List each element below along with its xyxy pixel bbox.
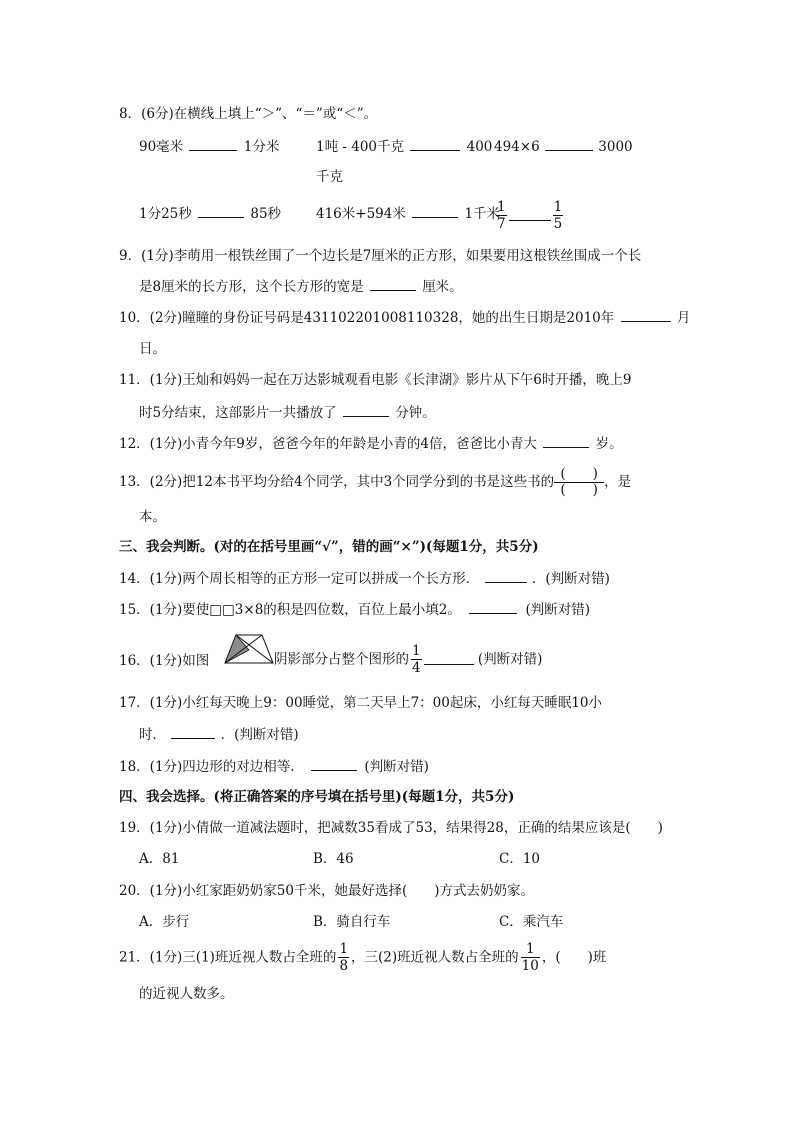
q21-text3: ，( )班 — [541, 949, 607, 966]
q8-b3: 千克 — [316, 169, 343, 185]
q8-blank-e[interactable] — [412, 203, 458, 218]
q8-e — [316, 203, 500, 224]
q21-line2: 的近视人数多。 — [139, 986, 234, 1002]
q8-a — [139, 136, 279, 157]
q20-option-a[interactable]: A．步行 — [139, 914, 190, 930]
q8-stem: 8．(6分)在横线上填上“＞”、“＝”或“＜”。 — [119, 106, 378, 122]
q10-line1 — [119, 307, 690, 328]
q9-line2-unit: 厘米。 — [422, 279, 463, 295]
q21-fraction-2 — [521, 941, 540, 974]
q17-blank[interactable] — [171, 724, 215, 739]
q10-blank[interactable] — [621, 307, 671, 322]
q20-option-b[interactable]: B．骑自行车 — [313, 914, 391, 930]
q16-text2: 阴影部分占整个图形的 — [274, 651, 409, 668]
q8-blank-a[interactable] — [189, 136, 237, 151]
q12-blank[interactable] — [543, 433, 589, 448]
q8-fraction-2 — [553, 199, 564, 232]
q8-e1: 416米+594米 — [316, 206, 406, 222]
q8-blank-b[interactable] — [410, 136, 460, 151]
q12-text: 12．(1分)小青今年9岁，爸爸今年的年龄是小青的4倍，爸爸比小青大 — [119, 436, 537, 452]
q8-blank-c[interactable] — [545, 136, 593, 151]
q8-c2: 3000 — [598, 139, 633, 155]
q18-text: 18．(1分)四边形的对边相等． — [119, 759, 304, 775]
q17-suffix: ．(判断对错) — [220, 727, 299, 743]
q8-c1: 494×6 — [494, 139, 540, 155]
q12-line — [119, 433, 623, 454]
q21-line1 — [119, 941, 606, 974]
q8-fraction-2-den: 5 — [553, 216, 563, 232]
q21-fraction-2-num: 1 — [521, 941, 540, 958]
q11-line2 — [139, 402, 436, 423]
q15-blank[interactable] — [469, 599, 517, 614]
q21-fraction-2-den: 10 — [521, 958, 539, 974]
q10-line2: 日。 — [139, 341, 166, 357]
q21-fraction-1 — [338, 941, 349, 974]
q14-suffix: ．(判断对错) — [531, 571, 610, 587]
q18-suffix: (判断对错) — [364, 759, 429, 775]
q8-fraction-2-num: 1 — [553, 199, 563, 215]
q16-figure — [224, 634, 274, 664]
q8-a1: 90毫米 — [139, 139, 184, 155]
q9-line2 — [139, 276, 463, 297]
q14-text: 14．(1分)两个周长相等的正方形一定可以拼成一个长方形． — [119, 571, 480, 587]
q8-blank-d[interactable] — [198, 203, 244, 218]
q16-suffix: (判断对错) — [477, 651, 543, 668]
q8-fraction-1-den: 7 — [497, 216, 506, 232]
q20-stem: 20．(1分)小红家距奶奶家50千米，她最好选择( )方式去奶奶家。 — [119, 883, 535, 899]
q8-b — [316, 136, 492, 157]
q15-suffix: (判断对错) — [525, 602, 591, 618]
q16-fraction-num: 1 — [412, 643, 421, 659]
q13-text: 13．(2分)把12本书平均分给4个同学，其中3个同学分到的书是这些书的 — [119, 474, 555, 490]
q16-blank[interactable] — [424, 654, 474, 665]
q14-blank[interactable] — [485, 568, 527, 583]
q13-fraction-blank[interactable] — [554, 467, 604, 498]
q13-line1 — [119, 467, 631, 498]
q17-line1: 17．(1分)小红每天晚上9：00睡觉，第二天早上7：00起床，小红每天睡眠10小 — [119, 695, 603, 711]
q10-line1-text: 10．(2分)瞳瞳的身份证号码是431102201008110328，她的出生日期是2010年 — [119, 310, 615, 326]
q16-fraction — [411, 643, 422, 676]
q8-fraction-1-num: 1 — [497, 199, 506, 215]
q16-line-rest — [274, 643, 542, 676]
q9-blank[interactable] — [370, 276, 416, 291]
q21-fraction-1-num: 1 — [339, 941, 349, 957]
q19-option-c[interactable]: C．10 — [499, 851, 541, 867]
q16-fraction-den: 4 — [412, 660, 421, 676]
q20-option-c[interactable]: C．乘汽车 — [499, 914, 564, 930]
section4-title: 四、我会选择。(将正确答案的序号填在括号里)(每题1分，共5分) — [119, 789, 515, 805]
q19-option-b[interactable]: B．46 — [313, 851, 354, 867]
q8-c — [494, 136, 633, 157]
q18-blank[interactable] — [311, 756, 357, 771]
q10-line1-unit: 月 — [676, 310, 691, 326]
q14-line — [119, 568, 610, 589]
q19-option-a[interactable]: A．81 — [139, 851, 180, 867]
q17-line2-text: 时． — [139, 727, 166, 743]
q11-line2-unit: 分钟。 — [395, 405, 436, 421]
q9-line1: 9．(1分)李萌用一根铁丝围了一个边长是7厘米的正方形，如果要用这根铁丝围成一个长 — [119, 248, 642, 264]
q21-fraction-1-den: 8 — [339, 958, 349, 974]
q19-stem: 19．(1分)小倩做一道减法题时，把减数35看成了53，结果得28，正确的结果应该是( ) — [119, 820, 663, 836]
q9-line2-text: 是8厘米的长方形，这个长方形的宽是 — [139, 279, 364, 295]
q8-d1: 1分25秒 — [139, 206, 192, 222]
q13-line2: 本。 — [139, 509, 166, 525]
q11-blank[interactable] — [343, 402, 389, 417]
q21-text2: ，三(2)班近视人数占全班的 — [351, 949, 519, 966]
q8-f — [494, 199, 565, 232]
q18-line — [119, 756, 429, 777]
q15-text: 15．(1分)要使□□3×8的积是四位数，百位上最小填2。 — [119, 602, 461, 618]
q8-e2: 1千米 — [464, 206, 501, 222]
q8-b1: 1吨 - 400千克 — [316, 139, 405, 155]
q13-fraction-top: ( ) — [554, 467, 604, 483]
q16-text: 16．(1分)如图 — [119, 653, 210, 669]
q8-blank-f[interactable] — [509, 210, 551, 221]
q8-d2: 85秒 — [250, 206, 282, 222]
q21-text1: 21．(1分)三(1)班近视人数占全班的 — [119, 949, 337, 966]
q8-a2: 1分米 — [243, 139, 280, 155]
q11-line2-text: 时5分结束，这部影片一共播放了 — [139, 405, 337, 421]
q15-line — [119, 599, 590, 620]
q8-fraction-1 — [496, 199, 507, 232]
section3-title: 三、我会判断。(对的在括号里画“√”，错的画“×”)(每题1分，共5分) — [119, 539, 539, 555]
q16-line — [119, 651, 209, 671]
q12-unit: 岁。 — [595, 436, 623, 452]
q11-line1: 11．(1分)王灿和妈妈一起在万达影城观看电影《长津湖》影片从下午6时开播，晚上9 — [119, 372, 632, 388]
q17-line2 — [139, 724, 299, 745]
q8-d — [139, 203, 281, 224]
q13-text-end: ，是 — [604, 474, 632, 490]
q13-fraction-bottom: ( ) — [560, 482, 598, 498]
q8-b2: 400 — [466, 139, 493, 155]
